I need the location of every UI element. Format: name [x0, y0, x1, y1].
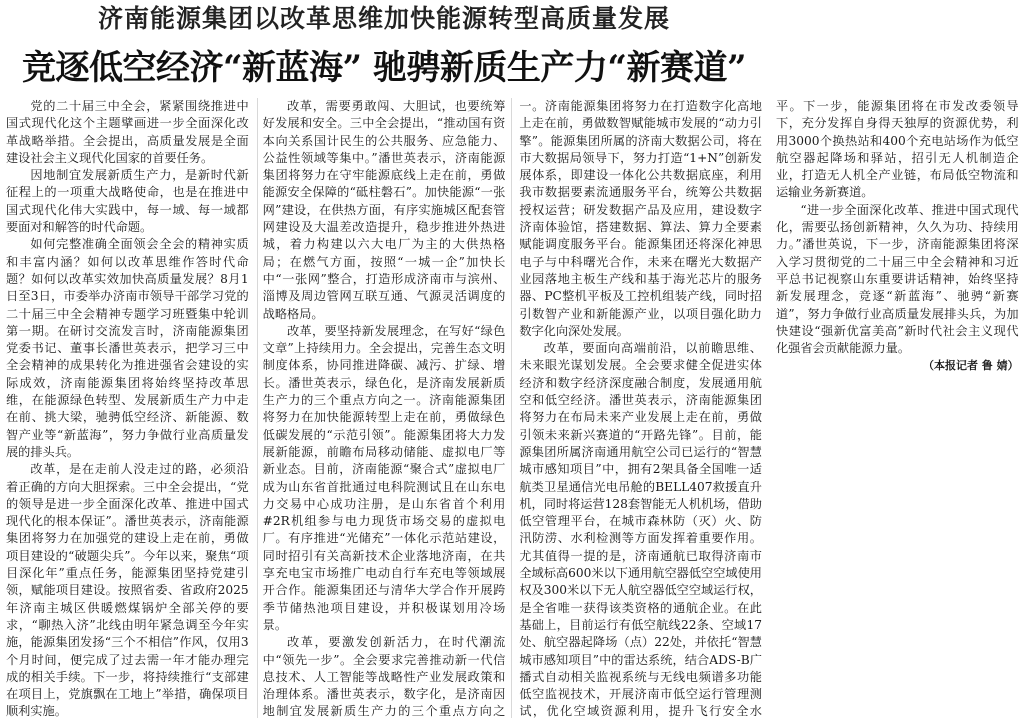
body-paragraph: 改革，需要勇敢闯、大胆试，也要统筹好发展和安全。三中全会提出，“推动国有资本向关系国计民生的公共服务、应急能力、公益性领域等集中。”潘世英表示，济南能源集团将努力在守牢能源底线上走在前，勇做能源安全保障的“砥柱磐石”。加快能源“一张网”建设，在供热方面，有序实施城区配套管网建设及大温差改造提升，稳步推进外热进城，着力构建以六大电厂为主的大供热格局；在燃气方面，按照“一城一企”加快长中“一张网”整合，打造形成济南市与滨州、淄博及周边管网互联互通、气源灵活调度的战略格局。	[262, 99, 506, 321]
body-paragraph: 改革，是在走前人没走过的路，必须沿着正确的方向大胆探索。三中全会提出，“党的领导是进一步全面深化改革、推进中国式现代化的根本保证”。潘世英表示，济南能源集团将努力在加强党的建设上走在前，勇做项目建设的“破题尖兵”。今年以来，聚焦“项目深化年”重点任务，能源集团坚持党建引领，赋能项目建设。按照省委、省政府2025年济南主城区供暖燃煤锅炉全部关停的要求，“聊热入济”北线由明年紧急调至今年实施，能源集团发扬“三个不相信”作风，仅用3个月时间，便完成了过去需一年才能办理完成的相关手续。下一步，将持续推行“支部建在项目上，党旗飘在工地上”举措，确保项目顺利实施。	[6, 462, 249, 719]
byline: （本报记者 鲁 婧）	[922, 359, 1019, 373]
article-headline: 竞逐低空经济“新蓝海” 驰骋新质生产力“新赛道”	[21, 48, 747, 88]
body-paragraph: “进一步全面深化改革、推进中国式现代化，需要弘扬创新精神，久久为功、持续用力。”潘世英说，下一步，济南能源集团将深入学习贯彻党的二十届三中全会精神和习近平总书记视察山东重要讲话精神，始终坚持新发展理念，竞逐“新蓝海”、驰骋“新赛道”，努力争做行业高质量发展排头兵，为加快建设“强新优富美高”新时代社会主义现代化强省会贡献能源力量。	[775, 202, 1019, 356]
body-paragraph: 改革，要激发创新活力，在时代潮流中“领先一步”。全会要求完善推动新一代信息技术、人工智能等战略性产业发展政策和治理体系。潘世英表示，数字化，是济南因地制宜发展新质生产力的三个重点方向之一。济南能源集团将努力在打造数字化高地上走在前，勇做数智赋能城市发展的“动力引擎”。能源集团所属的济南大数据公司，将在市大数据局领导下，努力打造“1+N”创新发展体系，即建设一体化公共数据底座，利用我市数据要素流通服务平台，统筹公共数据授权运营；研发数据产品及应用，建设数字济南体验馆，搭建数据、算法、算力全要素赋能调度服务平台。能源集团还将深化神思电子与中科曙光合作，未来在曙光大数据产业园落地主板生产线和基于海光芯片的服务器、PC整机平板及工控机组装产线，同时招引数智产业和新能源产业，以项目强化助力数字化向深处发展。	[262, 99, 762, 719]
article-subtitle: 济南能源集团以改革思维加快能源转型高质量发展	[97, 4, 670, 33]
body-paragraph: 因地制宜发展新质生产力，是新时代新征程上的一项重大战略使命，也是在推进中国式现代化伟大实践中，每一域、每一域都要面对和解答的时代命题。	[6, 168, 249, 235]
article-body	[6, 98, 1019, 722]
body-paragraph: 如何完整准确全面领会全会的精神实质和丰富内涵？如何以改革思维作答时代命题？如何以改革实效加快高质量发展？8月1日至3日，市委举办济南市领导干部学习党的二十届三中全会精神专题学习班暨集中轮训第一期。在研讨交流发言时，济南能源集团党委书记、董事长潘世英表示，把学习三中全会精神的成果转化为推进强省会建设的实际成效，济南能源集团将始终坚持改革思维，在能源绿色转型、发展新质生产力中走在前、挑大梁，驰骋低空经济、新能源、数智产业等“新蓝海”，努力争做行业高质量发展的排头兵。	[6, 237, 249, 459]
body-paragraph: 党的二十届三中全会，紧紧围绕推进中国式现代化这个主题擘画进一步全面深化改革战略举措。全会提出，高质量发展是全面建设社会主义现代化国家的首要任务。	[6, 99, 249, 165]
body-paragraph: 改革，要坚持新发展理念，在写好“绿色文章”上持续用力。全会提出，完善生态文明制度体系，协同推进降碳、减污、扩绿、增长。潘世英表示，绿色化，是济南发展新质生产力的三个重点方向之一。济南能源集团将努力在加快能源转型上走在前，勇做绿色低碳发展的“示范引领”。能源集团将大力发展新能源，前瞻布局移动储能、虚拟电厂等新业态。目前，济南能源“聚合式”虚拟电厂成为山东省首批通过电科院测试且在山东电力交易中心成功注册，是山东省首个利用#2R机组参与电力现货市场交易的虚拟电厂。有序推进“光储充”一体化示范站建设，同时招引有关高新技术企业落地济南，在共享充电宝市场推广电动自行车充电等领域展开合作。能源集团还与清华大学合作开展跨季节储热池项目建设，并积极谋划用冷场景。	[262, 323, 506, 632]
body-paragraph: 改革，要面向高端前沿，以前瞻思维、未来眼光谋划发展。全会要求健全促进实体经济和数字经济深度融合制度，发展通用航空和低空经济。潘世英表示，济南能源集团将努力在布局未来产业发展上走在前，勇做引领未来新兴赛道的“开路先锋”。目前，能源集团所属济南通用航空公司已运行的“智慧城市感知项目”中，拥有2架具备全国唯一适航类卫星通信光电吊舱的BELL407救援直升机，同时将运营128套智能无人机机场，借助低空管理平台，在城市森林防（灭）火、防汛防涝、水利检测等方面发挥着重要作用。尤其值得一提的是，济南通航已取得济南市全域标高600米以下通用航空器低空空域使用权及300米以下无人航空器低空空域运行权，是全省唯一获得该类资格的通航企业。在此基础上，目前运行有低空航线22条、空域17处、航空器起降场（点）22处，并依托“智慧城市感知项目”中的雷达系统，结合ADS-B广播式自动相关监视系统与无线电频谱多功能低空监视技术，开展济南市低空运行管理测试，优化空域资源利用，提升飞行安全水平。下一步，能源集团将在市发改委领导下，充分发挥自身得天独厚的资源优势，利用3000个换热站和400个充电站场作为低空航空器起降场和驿站，招引无人机制造企业，打造无人机全产业链，布局低空物流和运输业务新赛道。	[519, 99, 1019, 719]
